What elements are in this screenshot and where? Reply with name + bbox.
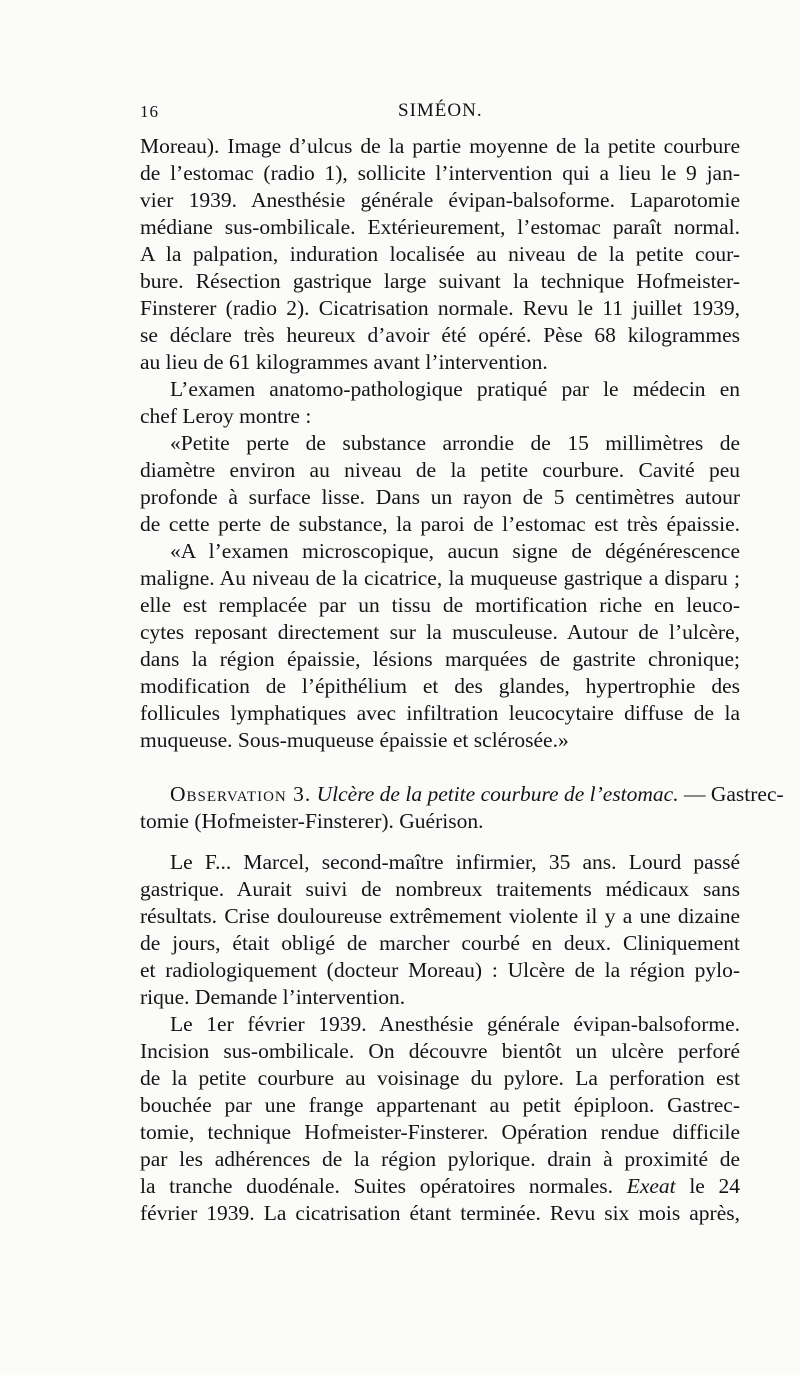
text-line: par les adhérences de la région pylorique. drain à proximité de xyxy=(140,1147,740,1171)
text-line: médiane sus-ombilicale. Extérieurement, l’estomac paraît normal. xyxy=(140,215,740,239)
running-head xyxy=(140,100,740,130)
text-line: au lieu de 61 kilogrammes avant l’intervention. xyxy=(140,350,548,374)
quote-line: dans la région épaissie, lésions marquées de gastrite chronique; xyxy=(140,647,740,671)
text-line: bouchée par une frange appartenant au petit épiploon. Gastrec- xyxy=(140,1093,740,1117)
quote-line: de cette perte de substance, la paroi de l’estomac est très épaissie. xyxy=(140,512,740,536)
text-line: de l’estomac (radio 1), sollicite l’intervention qui a lieu le 9 jan- xyxy=(140,161,740,185)
text-line: tomie, technique Hofmeister-Finsterer. Opération rendue difficile xyxy=(140,1120,740,1144)
observation-label: Observation 3. xyxy=(170,782,312,806)
text-line: L’examen anatomo-pathologique pratiqué par le médecin en xyxy=(170,377,740,401)
observation-heading-line2: tomie (Hofmeister-Finsterer). Guérison. xyxy=(140,809,484,833)
text-line-exeat xyxy=(140,1173,740,1200)
quote-line: «Petite perte de substance arrondie de 15 millimètres de xyxy=(170,431,740,455)
text-line: février 1939. La cicatrisation étant terminée. Revu six mois après, xyxy=(140,1201,740,1225)
text-line: résultats. Crise douloureuse extrêmement violente il y a une dizaine xyxy=(140,904,740,928)
exeat-date: le 24 xyxy=(675,1174,740,1198)
quote-line: follicules lymphatiques avec infiltration leucocytaire diffuse de la xyxy=(140,701,740,725)
text-line: Le F... Marcel, second-maître infirmier, 35 ans. Lourd passé xyxy=(170,850,740,874)
quote-line: cytes reposant directement sur la musculeuse. Autour de l’ulcère, xyxy=(140,620,740,644)
quote-line: diamètre environ au niveau de la petite courbure. Cavité peu xyxy=(140,458,740,482)
quote-line: «A l’examen microscopique, aucun signe de dégénérescence xyxy=(170,539,740,563)
quote-line: elle est remplacée par un tissu de mortification riche en leuco- xyxy=(140,593,740,617)
observation-title: Ulcère de la petite courbure de l’estomac. xyxy=(316,782,679,806)
section-spacer xyxy=(140,754,740,781)
text-line: de la petite courbure au voisinage du pylore. La perforation est xyxy=(140,1066,740,1090)
running-title: SIMÉON. xyxy=(398,100,483,121)
text-line: vier 1939. Anesthésie générale évipan-balsoforme. Laparotomie xyxy=(140,188,740,212)
text-line: Incision sus-ombilicale. On découvre bientôt un ulcère perforé xyxy=(140,1039,740,1063)
exeat-word: Exeat xyxy=(626,1174,676,1198)
text-line: Finsterer (radio 2). Cicatrisation normale. Revu le 11 juillet 1939, xyxy=(140,296,740,320)
text-line: bure. Résection gastrique large suivant la technique Hofmeister- xyxy=(140,269,740,293)
quote-line: muqueuse. Sous-muqueuse épaissie et sclérosée.» xyxy=(140,728,569,752)
quote-line: profonde à surface lisse. Dans un rayon de 5 centimètres autour xyxy=(140,485,740,509)
quote-line: modification de l’épithélium et des glandes, hypertrophie des xyxy=(140,674,740,698)
text-line: chef Leroy montre : xyxy=(140,404,312,428)
quote-line: maligne. Au niveau de la cicatrice, la muqueuse gastrique a disparu ; xyxy=(140,566,740,590)
text-line: se déclare très heureux d’avoir été opéré. Pèse 68 kilogrammes xyxy=(140,323,740,347)
text-line: Le 1er février 1939. Anesthésie générale évipan-balsoforme. xyxy=(170,1012,740,1036)
text-line: rique. Demande l’intervention. xyxy=(140,985,406,1009)
body-text xyxy=(140,133,784,1227)
text-line: et radiologiquement (docteur Moreau) : Ulcère de la région pylo- xyxy=(140,958,740,982)
text-line: A la palpation, induration localisée au niveau de la petite cour- xyxy=(140,242,740,266)
text-line: gastrique. Aurait suivi de nombreux traitements médicaux sans xyxy=(140,877,740,901)
text-line: de jours, était obligé de marcher courbé en deux. Cliniquement xyxy=(140,931,740,955)
section-spacer xyxy=(140,835,740,849)
observation-title-rest: — Gastrec- xyxy=(678,782,784,806)
text-segment: la tranche duodénale. Suites opératoires normales. xyxy=(140,1174,614,1198)
observation-heading xyxy=(140,781,784,808)
text-line: Moreau). Image d’ulcus de la partie moyenne de la petite courbure xyxy=(140,134,740,158)
page-number: 16 xyxy=(140,102,159,121)
